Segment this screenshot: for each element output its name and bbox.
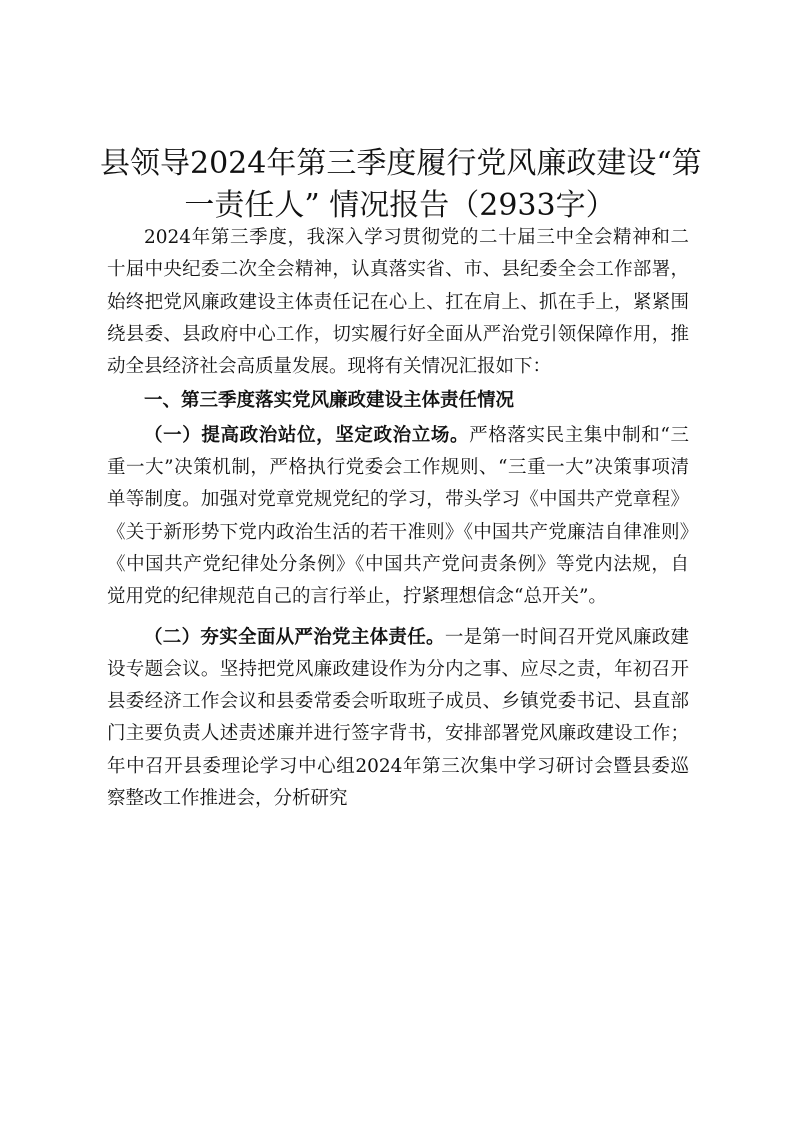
section-1-lead: （一）提高政治站位，坚定政治立场。 bbox=[144, 424, 470, 446]
intro-paragraph: 2024年第三季度，我深入学习贯彻党的二十届三中全会精神和二十届中央纪委二次全会精神，认真落实省、市、县纪委全会工作部署，始终把党风廉政建设主体责任记在心上、扛在肩上、抓在手上，紧紧围绕县委、县政府中心工作，切实履行好全面从严治党引领保障作用，推动全县经济社会高质量发展。现将有关情况汇报如下： bbox=[107, 227, 689, 378]
section-1-paragraph bbox=[107, 420, 689, 614]
section-2-paragraph bbox=[107, 622, 689, 816]
section-1-body: 严格落实民主集中制和“三重一大”决策机制，严格执行党委会工作规则、“三重一大”决策事项清单等制度。加强对党章党规党纪的学习，带头学习《中国共产党章程》《关于新形势下党内政治生活的若干准则》《中国共产党廉洁自律准则》《中国共产党纪律处分条例》《中国共产党问责条例》等党内法规，自觉用党的纪律规范自己的言行举止，拧紧理想信念“总开关”。 bbox=[107, 424, 689, 608]
paragraph-gap bbox=[107, 614, 689, 620]
section-2-lead: （二）夯实全面从严治党主体责任。 bbox=[144, 626, 445, 648]
title-line-2: 一责任人” 情况报告（2933字） bbox=[184, 188, 616, 223]
section-heading-1: 一、第三季度落实党风廉政建设主体责任情况 bbox=[144, 390, 515, 412]
document-title bbox=[100, 143, 700, 227]
section-2-body: 一是第一时间召开党风廉政建设专题会议。坚持把党风廉政建设作为分内之事、应尽之责，年初召开县委经济工作会议和县委常委会听取班子成员、乡镇党委书记、县直部门主要负责人述责述廉并进行签字背书，安排部署党风廉政建设工作；年中召开县委理论学习中心组2024年第三次集中学习研讨会暨县委巡察整改工作推进会，分析研究 bbox=[107, 626, 689, 810]
title-line-1: 县领导2024年第三季度履行党风廉政建设“第 bbox=[100, 146, 702, 181]
document-body bbox=[107, 222, 689, 815]
